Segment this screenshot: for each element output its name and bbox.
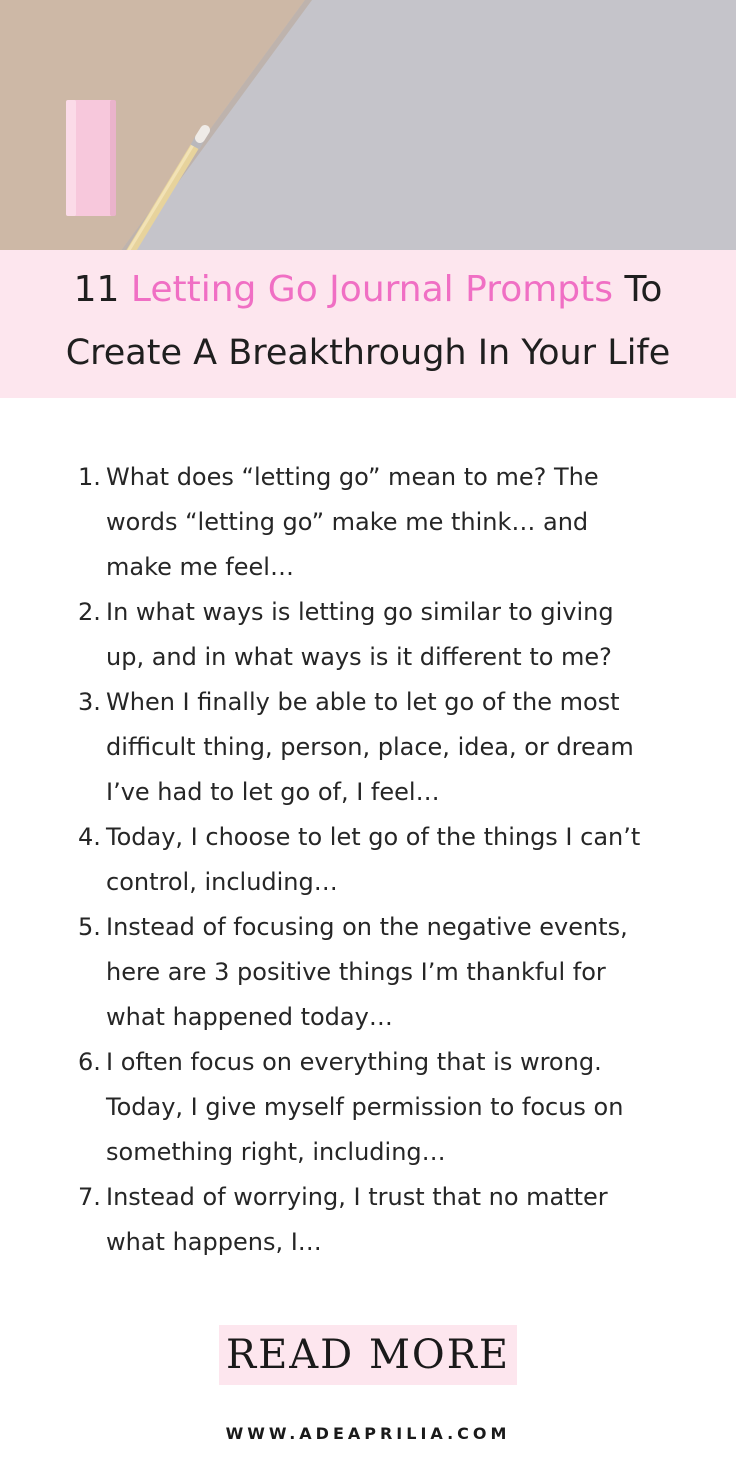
read-more-button[interactable]: READ MORE — [219, 1325, 517, 1385]
list-item — [78, 590, 698, 680]
list-item — [78, 905, 698, 1040]
list-item-text: When I finally be able to let go of the most difficult thing, person, place, idea, or dream I’ve had to let go of, I feel… — [106, 688, 634, 806]
list-item-number: 5. — [78, 913, 101, 941]
page-title-line-2: Create A Breakthrough In Your Life — [65, 333, 671, 373]
list-item-number: 2. — [78, 598, 101, 626]
list-item-text: Instead of focusing on the negative events, here are 3 positive things I’m thankful for what happened today… — [106, 913, 628, 1031]
list-item-text: In what ways is letting go similar to giving up, and in what ways is it different to me? — [106, 598, 614, 671]
list-item-number: 1. — [78, 463, 101, 491]
list-item-number: 7. — [78, 1183, 101, 1211]
list-item — [78, 1175, 698, 1265]
list-item-text: I often focus on everything that is wrong. Today, I give myself permission to focus on something right, including… — [106, 1048, 624, 1166]
title-accent: Letting Go Journal Prompts — [130, 269, 614, 310]
page-title-line-1 — [0, 268, 736, 312]
eraser-shape — [66, 100, 116, 216]
website-url: WWW.ADEAPRILIA.COM — [225, 1424, 511, 1443]
flat-lay-illustration — [0, 0, 736, 252]
hero-image — [0, 0, 736, 252]
title-prefix: 11 — [73, 269, 131, 310]
list-item-number: 3. — [78, 688, 101, 716]
prompt-list — [78, 455, 698, 1265]
list-item — [78, 680, 698, 815]
list-item-number: 6. — [78, 1048, 101, 1076]
list-item-text: Instead of worrying, I trust that no matter what happens, I… — [106, 1183, 608, 1256]
title-band — [0, 250, 736, 398]
list-item-number: 4. — [78, 823, 101, 851]
list-item — [78, 815, 698, 905]
list-item — [78, 455, 698, 590]
title-suffix: To — [613, 269, 663, 310]
list-item-text: Today, I choose to let go of the things I can’t control, including… — [106, 823, 641, 896]
list-item-text: What does “letting go” mean to me? The words “letting go” make me think… and make me feel… — [106, 463, 599, 581]
list-item — [78, 1040, 698, 1175]
